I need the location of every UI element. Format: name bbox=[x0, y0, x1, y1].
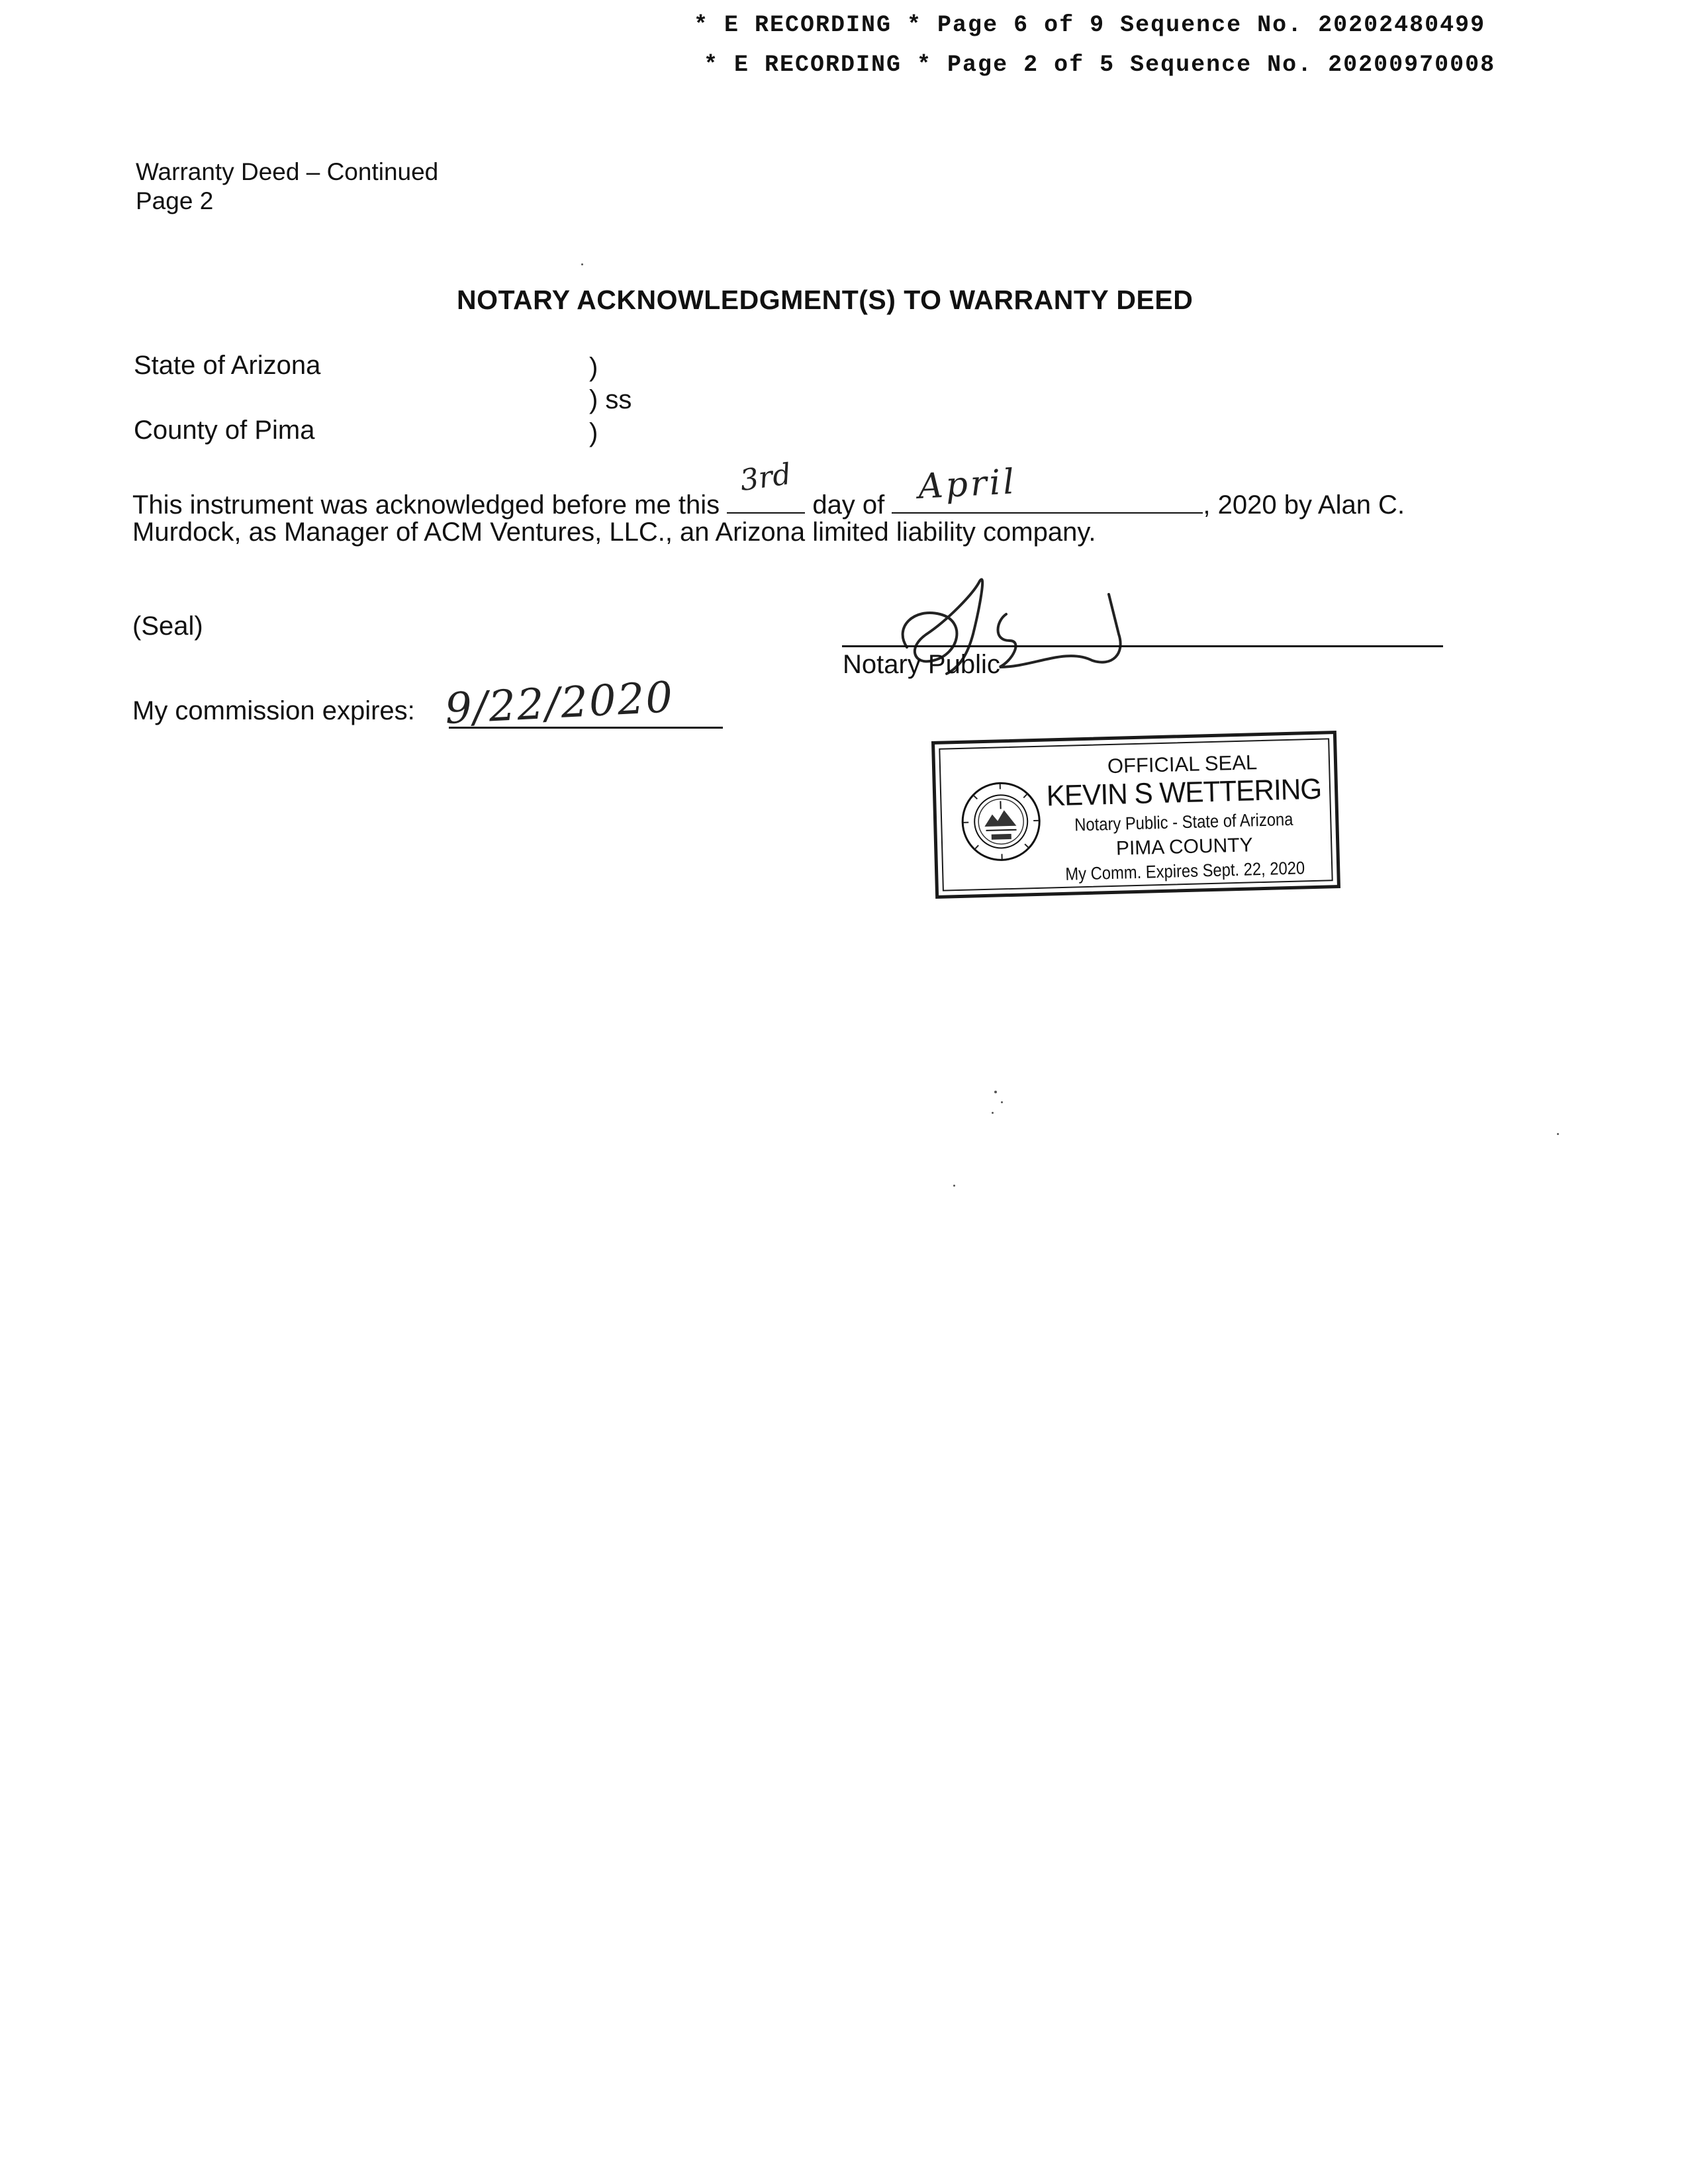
notary-public-label: Notary Public bbox=[843, 650, 1000, 679]
acknowledgment-day-of: day of bbox=[805, 490, 892, 520]
commission-date-handwritten: 9/22/2020 bbox=[444, 672, 675, 735]
scan-speck bbox=[581, 263, 583, 265]
scan-speck bbox=[1001, 1101, 1003, 1103]
acknowledgment-line-1 bbox=[132, 457, 1405, 520]
venue-county: County of Pima bbox=[134, 416, 315, 445]
signature-line bbox=[842, 645, 1443, 647]
official-seal-role: Notary Public - State of Arizona bbox=[1074, 809, 1293, 835]
page-title: NOTARY ACKNOWLEDGMENT(S) TO WARRANTY DEED bbox=[457, 285, 1194, 315]
arizona-state-seal-emblem bbox=[960, 780, 1043, 863]
scan-speck bbox=[953, 1185, 955, 1187]
day-blank bbox=[727, 457, 805, 514]
acknowledgment-line-2: Murdock, as Manager of ACM Ventures, LLC., an Arizona limited liability company. bbox=[132, 518, 1096, 547]
recording-stamp-1: * E RECORDING * Page 6 of 9 Sequence No. 20202480499 bbox=[694, 12, 1486, 38]
official-notary-seal bbox=[931, 731, 1340, 899]
official-seal-expiration: My Comm. Expires Sept. 22, 2020 bbox=[1064, 858, 1305, 884]
scan-speck bbox=[1557, 1133, 1559, 1135]
scan-speck bbox=[992, 1112, 994, 1114]
recording-stamp-2: * E RECORDING * Page 2 of 5 Sequence No. 20200970008 bbox=[704, 52, 1496, 78]
seal-placeholder-label: (Seal) bbox=[132, 612, 203, 641]
month-handwritten: April bbox=[917, 462, 1018, 507]
document-page-label: Page 2 bbox=[136, 187, 214, 214]
month-blank bbox=[892, 462, 1203, 514]
venue-state: State of Arizona bbox=[134, 351, 321, 380]
venue-paren-ss: ) ss bbox=[589, 385, 632, 414]
day-handwritten: 3rd bbox=[738, 457, 794, 498]
commission-expires-label: My commission expires: bbox=[132, 696, 415, 725]
scan-speck bbox=[994, 1091, 997, 1093]
acknowledgment-intro: This instrument was acknowledged before me this bbox=[132, 490, 727, 520]
official-seal-heading: OFFICIAL SEAL bbox=[1107, 751, 1258, 778]
official-seal-county: PIMA COUNTY bbox=[1115, 834, 1254, 860]
acknowledgment-year-party: , 2020 by Alan C. bbox=[1203, 490, 1405, 520]
official-seal-inner-border bbox=[939, 738, 1333, 891]
venue-paren-3: ) bbox=[589, 418, 598, 447]
official-seal-notary-name: KEVIN S WETTERING bbox=[1046, 772, 1322, 813]
document-header-title: Warranty Deed – Continued bbox=[136, 158, 439, 185]
venue-paren-1: ) bbox=[589, 353, 598, 382]
